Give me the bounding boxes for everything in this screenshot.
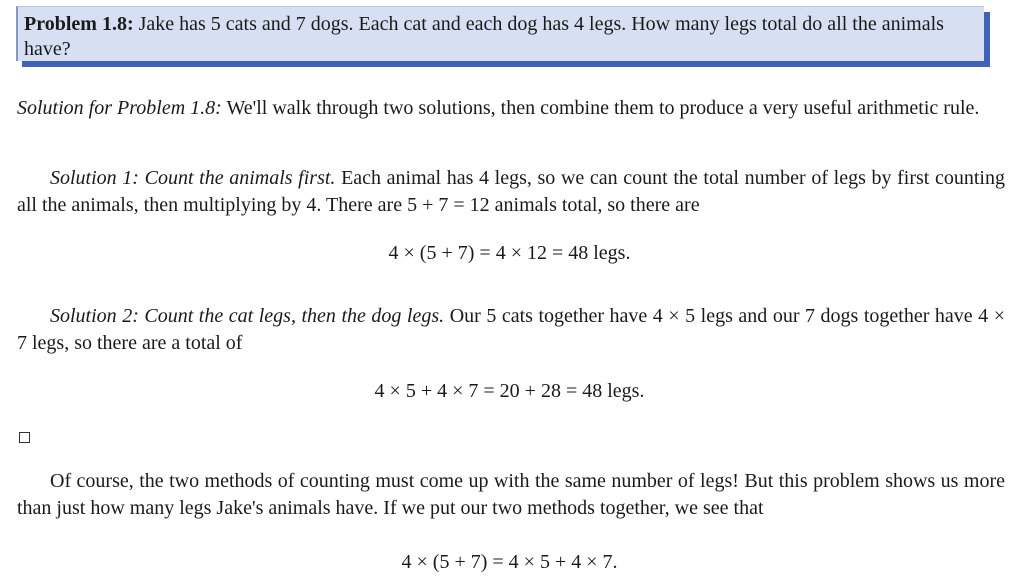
solution-intro (17, 95, 1005, 122)
solution-1-label: Solution 1: Count the animals first. (50, 167, 336, 189)
problem-label: Problem 1.8: (24, 13, 134, 35)
solution-2-equation: 4 × 5 + 4 × 7 = 20 + 28 = 48 legs. (374, 380, 645, 402)
problem-text: Jake has 5 cats and 7 dogs. Each cat and each dog has 4 legs. How many legs total do all the animals have? (24, 13, 944, 60)
conclusion-equation: 4 × (5 + 7) = 4 × 5 + 4 × 7. (401, 551, 618, 573)
solution-1-equation: 4 × (5 + 7) = 4 × 12 = 48 legs. (388, 242, 631, 264)
solution-2-paragraph (17, 303, 1005, 357)
solution-1-text: Each animal has 4 legs, so we can count the total number of legs by first counting all the animals, then multiplying by 4. There are 5 + 7 = 12 animals total, so there are (17, 167, 1005, 216)
solution-2-text: Our 5 cats together have 4 × 5 legs and our 7 dogs together have 4 × 7 legs, so there are a total of (17, 305, 1005, 354)
problem-box (16, 6, 984, 61)
conclusion-paragraph (17, 468, 1005, 522)
solution-intro-label: Solution for Problem 1.8: (17, 97, 222, 119)
solution-intro-text: We'll walk through two solutions, then combine them to produce a very useful arithmetic rule. (226, 97, 980, 119)
qed-square-icon (19, 432, 30, 443)
conclusion-text: Of course, the two methods of counting must come up with the same number of legs! But this problem shows us more than just how many legs Jake's animals have. If we put our two methods together, we see that (17, 470, 1005, 519)
solution-1-paragraph (17, 165, 1005, 219)
solution-2-label: Solution 2: Count the cat legs, then the dog legs. (50, 305, 445, 327)
